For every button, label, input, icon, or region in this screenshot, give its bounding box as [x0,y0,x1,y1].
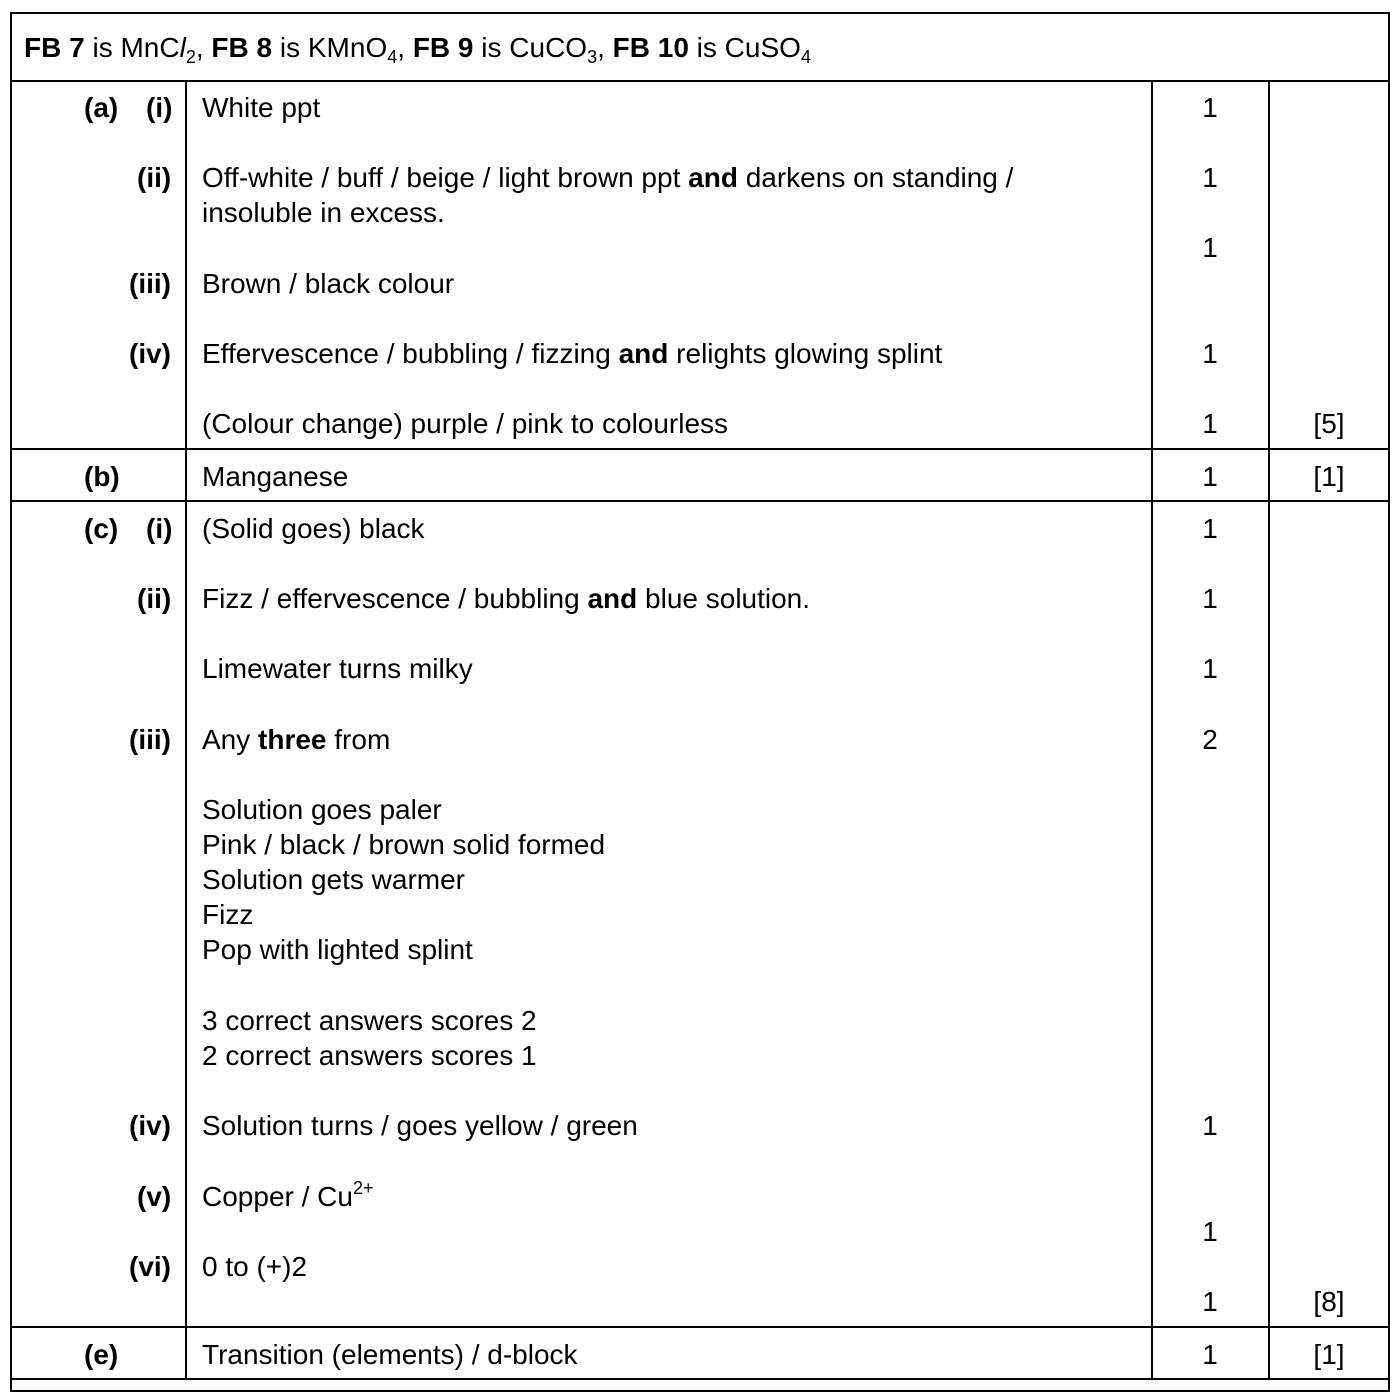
answer-text: Off-white / buff / beige / light brown ppt and darkens on standing / [202,162,1014,193]
answer-text: Solution turns / goes yellow / green [202,1110,638,1141]
answer-text: Effervescence / bubbling / fizzing and relights glowing splint [202,338,943,369]
answer-text: White ppt [202,92,321,123]
part-label: (a) [84,92,119,123]
answer-text: Brown / black colour [202,268,455,299]
answer-text: 0 to (+)2 [202,1251,308,1282]
mark-value: 1 [1202,232,1218,263]
part-label: (b) [84,461,120,492]
total-mark: [1] [1313,461,1345,492]
row-divider-bottom [10,1378,1390,1380]
subpart-label: (vi) [129,1251,171,1282]
answer-text: Limewater turns milky [202,653,473,684]
subpart-label: (iii) [129,268,171,299]
subpart-label: (iii) [129,724,171,755]
mark-value: 2 [1202,724,1218,755]
total-mark: [8] [1313,1286,1345,1317]
answer-option: Solution goes paler [202,794,442,825]
answer-text: (Colour change) purple / pink to colourless [202,408,729,439]
row-divider-a-b [10,448,1390,450]
answer-option: Pink / black / brown solid formed [202,829,606,860]
subpart-label: (iv) [129,1110,171,1141]
total-mark: [1] [1313,1339,1345,1370]
column-divider-label [185,80,187,1380]
mark-value: 1 [1202,653,1218,684]
table-header: FB 7 is MnCl$_2$, FB 8 is KMnO$_4$, FB 9 is CuCO$_3$, FB 10 is CuSO$_4$ [24,32,811,67]
answer-text: Transition (elements) / d-block [202,1339,578,1370]
subpart-label: (ii) [137,583,172,614]
mark-value: 1 [1202,92,1218,123]
subpart-label: (i) [146,513,173,544]
answer-text: Any three from [202,724,391,755]
mark-value: 1 [1202,513,1218,544]
answer-text: Manganese [202,461,349,492]
mark-value: 1 [1202,338,1218,369]
answer-option: Pop with lighted splint [202,934,473,965]
part-label: (e) [84,1339,119,1370]
answer-text: Copper / $Cu^{2+}$ [202,1178,374,1212]
answer-text: Fizz / effervescence / bubbling and blue solution. [202,583,811,614]
subpart-label: (i) [146,92,173,123]
answer-text: (Solid goes) black [202,513,425,544]
scoring-note: 3 correct answers scores 2 [202,1005,537,1036]
mark-value: 1 [1202,1110,1218,1141]
mark-value: 1 [1202,162,1218,193]
row-divider-c-e [10,1326,1390,1328]
mark-value: 1 [1202,1216,1218,1247]
part-label: (c) [84,513,119,544]
total-mark: [5] [1313,408,1345,439]
mark-value: 1 [1202,1286,1218,1317]
mark-value: 1 [1202,1339,1218,1370]
scoring-note: 2 correct answers scores 1 [202,1040,537,1071]
header-divider [10,80,1390,82]
row-divider-b-c [10,500,1390,502]
mark-value: 1 [1202,583,1218,614]
mark-value: 1 [1202,408,1218,439]
subpart-label: (ii) [137,162,172,193]
answer-text-continued: insoluble in excess. [202,197,445,228]
answer-option: Solution gets warmer [202,864,466,895]
mark-value: 1 [1202,461,1218,492]
answer-option: Fizz [202,899,254,930]
subpart-label: (iv) [129,338,171,369]
subpart-label: (v) [137,1181,172,1212]
